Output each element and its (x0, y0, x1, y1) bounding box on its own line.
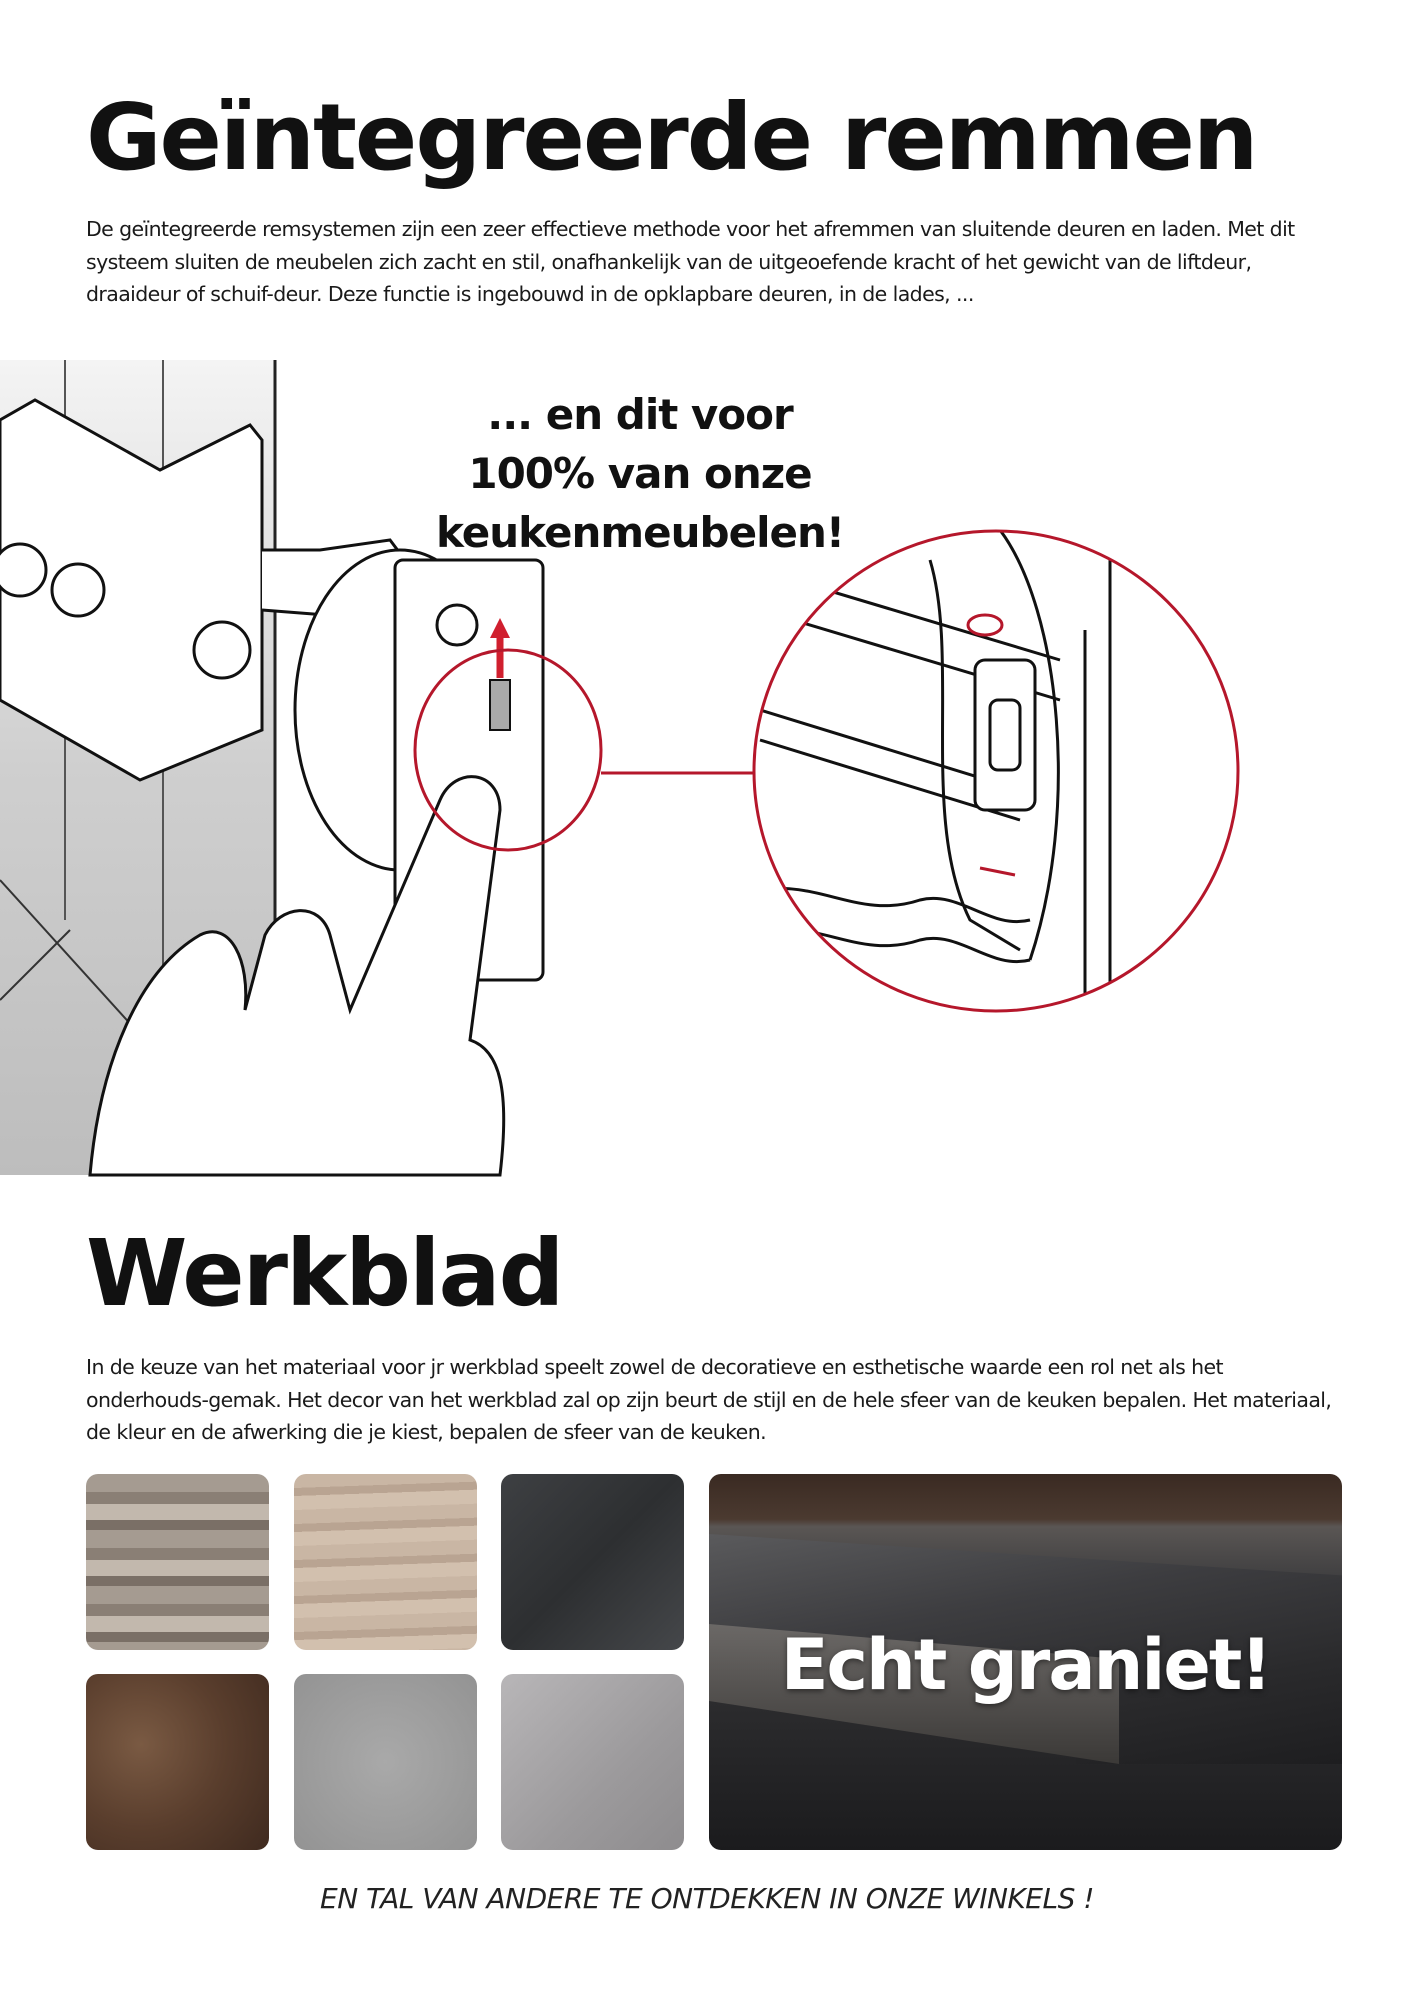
swatch-weathered-wood (86, 1474, 269, 1650)
granite-label: Echt graniet! (780, 1624, 1271, 1706)
brakes-description: De geïntegreerde remsystemen zijn een zeer effectieve methode voor het afremmen van sluitende deuren en laden. Met dit systeem sluiten de meubelen zich zacht en stil, onafhankelijk van de uitgeoefende kracht of het gewicht van de liftdeur, draaideur of schuif-deur. Deze functie is ingebouwd in de opklapbare deuren, in de lades, ... (86, 217, 1295, 306)
callout-line-1: ... en dit voor (487, 390, 793, 439)
granite-worktop-photo (709, 1474, 1342, 1850)
section-title-worktop: Werkblad (86, 1220, 563, 1327)
swatch-dark-slate (501, 1474, 684, 1650)
section-title-brakes: Geïntegreerde remmen (86, 84, 1257, 191)
swatch-grey-granite (294, 1674, 477, 1850)
brakes-callout (420, 385, 860, 562)
swatch-light-oak (294, 1474, 477, 1650)
callout-line-3: keukenmeubelen! (435, 508, 844, 557)
worktop-description: In de keuze van het materiaal voor jr werkblad speelt zowel de decoratieve en esthetische waarde een rol net als het onderhouds-gemak. Het decor van het werkblad zal op zijn beurt de stijl en de hele sfeer van de keuken bepalen. Het materiaal, de kleur en de afwerking die je kiest, bepalen de sfeer van de keuken. (86, 1355, 1332, 1444)
swatch-rust-oxide (86, 1674, 269, 1850)
callout-line-2: 100% van onze (468, 449, 812, 498)
swatch-brushed-steel (501, 1674, 684, 1850)
footer-tagline: EN TAL VAN ANDERE TE ONTDEKKEN IN ONZE WINKELS ! (320, 1882, 1094, 1915)
